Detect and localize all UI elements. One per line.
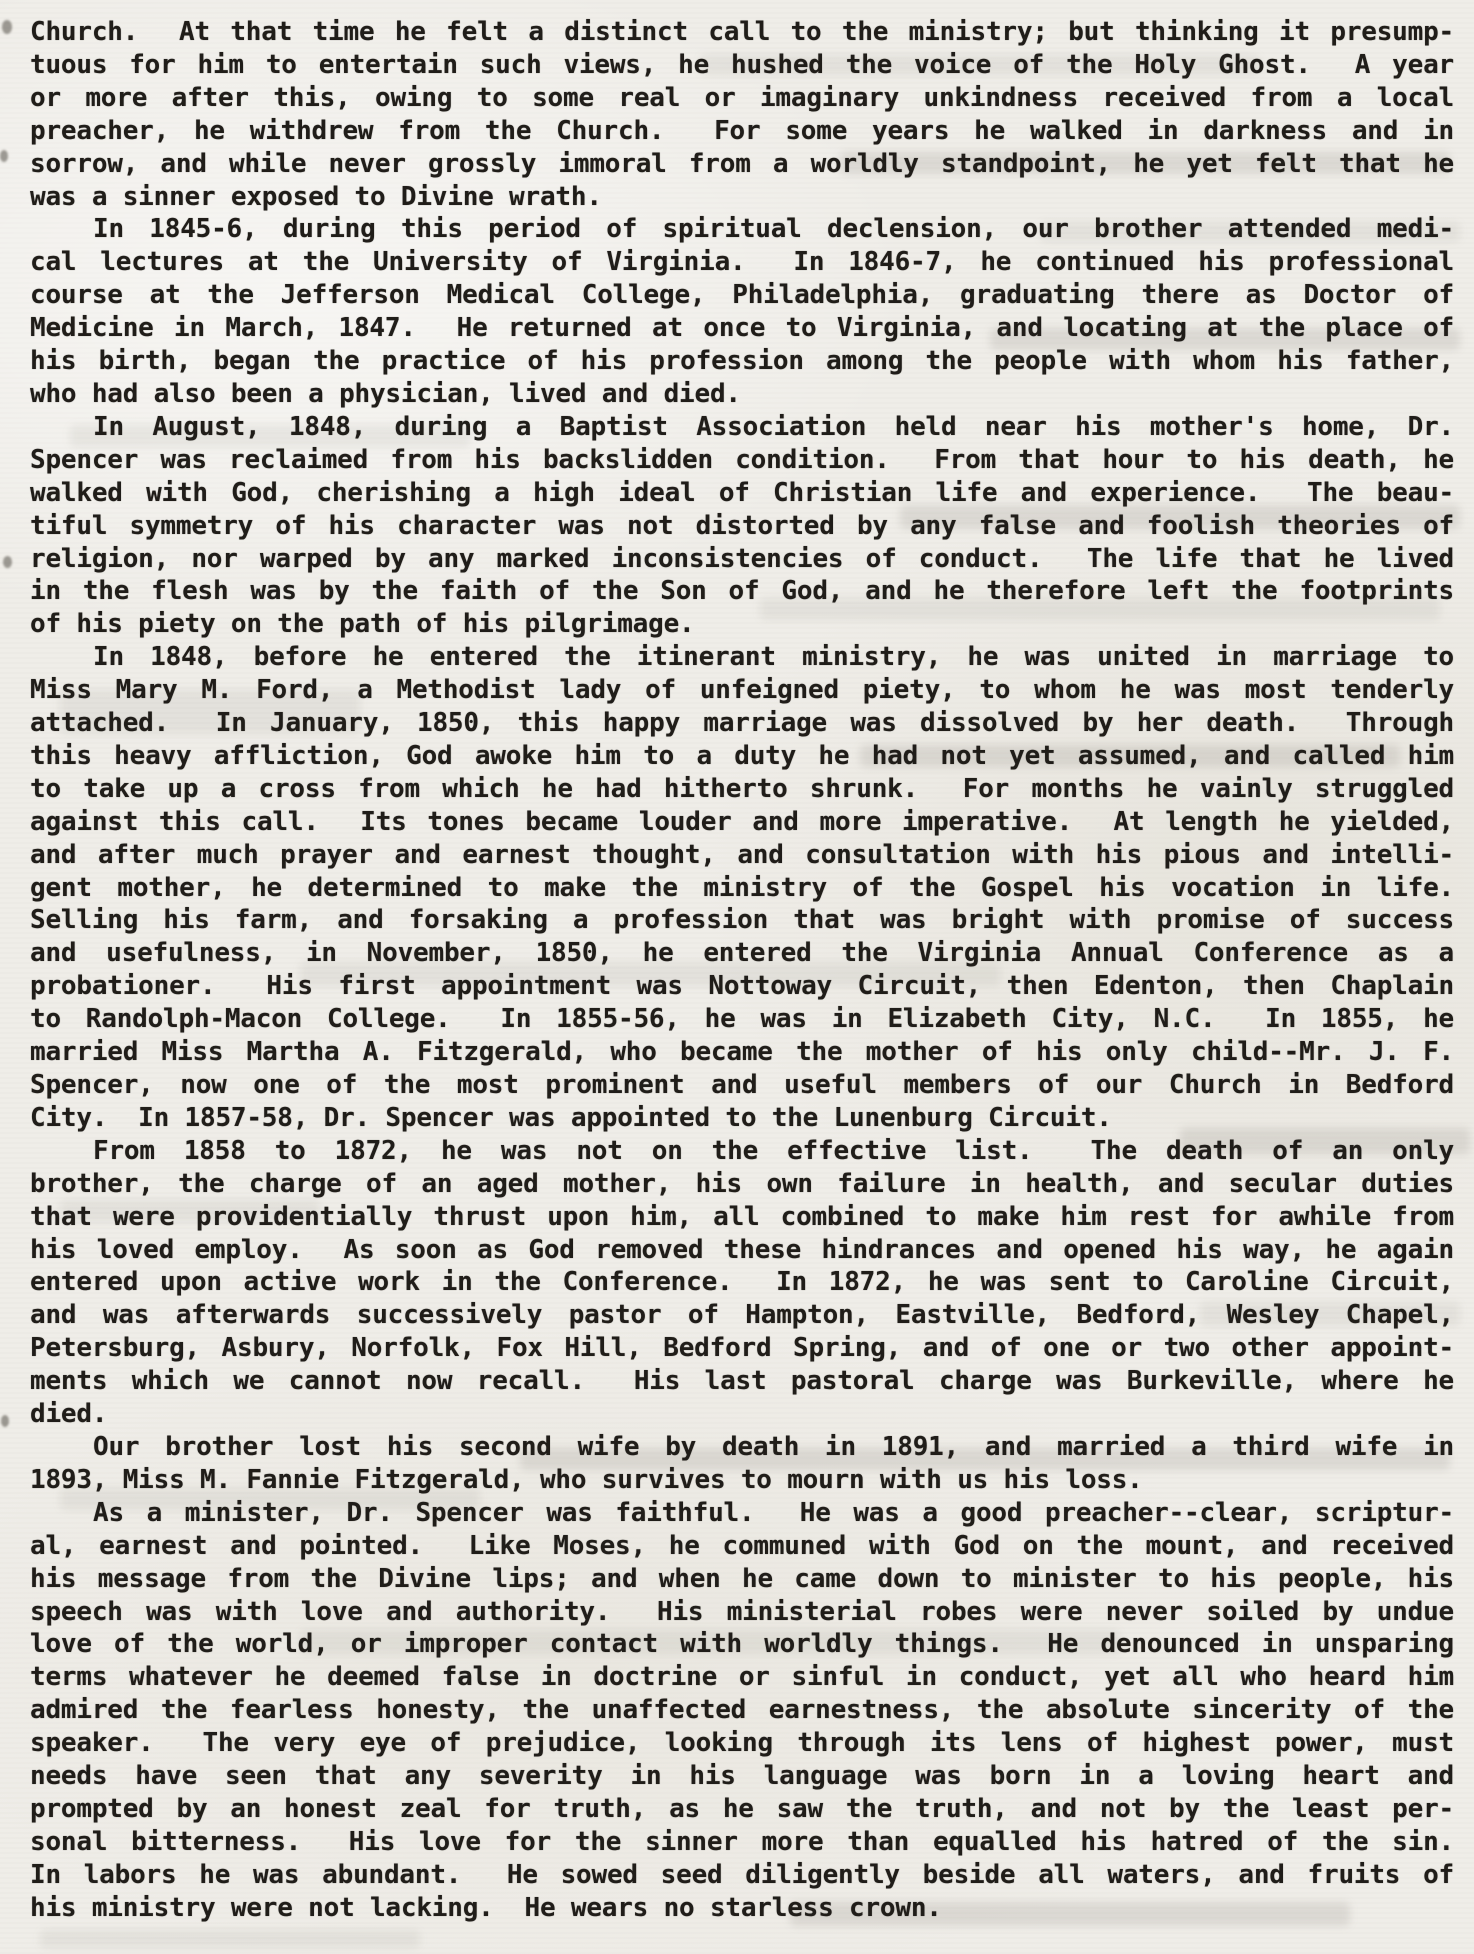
text-line: and usefulness, in November, 1850, he entered the Virginia Annual Conference as a (30, 938, 1454, 969)
text-line: who had also been a physician, lived and died. (30, 378, 741, 409)
text-line: al, earnest and pointed. Like Moses, he communed with God on the mount, and received (30, 1530, 1454, 1561)
text-line: his ministry were not lacking. He wears no starless crown. (30, 1892, 942, 1923)
text-line: From 1858 to 1872, he was not on the effective list. The death of an only (93, 1135, 1454, 1166)
text-line: died. (30, 1399, 108, 1430)
text-line: entered upon active work in the Conference. In 1872, he was sent to Caroline Circuit, (30, 1267, 1454, 1298)
text-line: gent mother, he determined to make the ministry of the Gospel his vocation in life. (30, 872, 1454, 903)
text-line: 1893, Miss M. Fannie Fitzgerald, who survives to mourn with us his loss. (30, 1464, 1143, 1495)
text-line: in the flesh was by the faith of the Son of God, and he therefore left the footprints (30, 576, 1454, 607)
text-line: In 1848, before he entered the itinerant ministry, he was united in marriage to (93, 642, 1454, 673)
text-line: walked with God, cherishing a high ideal of Christian life and experience. The beau- (30, 477, 1454, 508)
text-line: sonal bitterness. His love for the sinner more than equalled his hatred of the sin. (30, 1826, 1454, 1857)
text-line: of his piety on the path of his pilgrimage. (30, 609, 695, 640)
text-line: Petersburg, Asbury, Norfolk, Fox Hill, Bedford Spring, and of one or two other appoint- (30, 1333, 1454, 1364)
text-line: against this call. Its tones became louder and more imperative. At length he yielded, (30, 806, 1454, 837)
text-line: Miss Mary M. Ford, a Methodist lady of unfeigned piety, to whom he was most tenderly (30, 675, 1454, 706)
text-line: love of the world, or improper contact with worldly things. He denounced in unsparing (30, 1629, 1454, 1660)
text-line: tiful symmetry of his character was not distorted by any false and foolish theories of (30, 510, 1454, 541)
text-line: married Miss Martha A. Fitzgerald, who became the mother of his only child--Mr. J. F. (30, 1037, 1454, 1068)
text-line: As a minister, Dr. Spencer was faithful. He was a good preacher--clear, scriptur- (93, 1497, 1454, 1528)
text-line: his birth, began the practice of his profession among the people with whom his father, (30, 346, 1454, 377)
text-line: Spencer, now one of the most prominent and useful members of our Church in Bedford (30, 1070, 1454, 1100)
text-line: and was afterwards successively pastor of Hampton, Eastville, Bedford, Wesley Chapel, (30, 1300, 1454, 1331)
text-line: his loved employ. As soon as God removed these hindrances and opened his way, he again (30, 1234, 1454, 1265)
text-line: In 1845-6, during this period of spiritual declension, our brother attended medi- (93, 214, 1454, 245)
text-line: Spencer was reclaimed from his backslidden condition. From that hour to his death, he (30, 444, 1454, 475)
text-line: Selling his farm, and forsaking a profession that was bright with promise of success (30, 905, 1454, 936)
text-line: Medicine in March, 1847. He returned at once to Virginia, and locating at the place of (30, 313, 1454, 344)
text-line: City. In 1857-58, Dr. Spencer was appointed to the Lunenburg Circuit. (30, 1102, 1112, 1133)
text-line: his message from the Divine lips; and when he came down to minister to his people, his (30, 1563, 1454, 1594)
text-line: In August, 1848, during a Baptist Association held near his mother's home, Dr. (93, 411, 1454, 442)
text-line: prompted by an honest zeal for truth, as he saw the truth, and not by the least per- (30, 1793, 1454, 1824)
text-line: preacher, he withdrew from the Church. For some years he walked in darkness and in (30, 115, 1454, 146)
text-line: Church. At that time he felt a distinct call to the ministry; but thinking it presump- (30, 17, 1454, 47)
text-line: terms whatever he deemed false in doctrine or sinful in conduct, yet all who heard him (30, 1662, 1454, 1693)
text-line: Our brother lost his second wife by death in 1891, and married a third wife in (93, 1431, 1454, 1462)
text-line: and after much prayer and earnest thought, and consultation with his pious and intelli- (30, 839, 1454, 870)
text-line: admired the fearless honesty, the unaffected earnestness, the absolute sincerity of the (30, 1695, 1454, 1726)
text-line: brother, the charge of an aged mother, his own failure in health, and secular duties (30, 1168, 1454, 1199)
text-line: cal lectures at the University of Virginia. In 1846-7, he continued his professional (30, 247, 1454, 278)
text-line: to Randolph-Macon College. In 1855-56, he was in Elizabeth City, N.C. In 1855, he (30, 1004, 1454, 1035)
text-line: to take up a cross from which he had hitherto shrunk. For months he vainly struggled (30, 773, 1454, 804)
text-line: sorrow, and while never grossly immoral from a worldly standpoint, he yet felt that he (30, 148, 1454, 179)
text-line: needs have seen that any severity in his language was born in a loving heart and (30, 1761, 1454, 1792)
text-line: speech was with love and authority. His ministerial robes were never soiled by undue (30, 1596, 1454, 1627)
text-line: attached. In January, 1850, this happy marriage was dissolved by her death. Through (30, 708, 1454, 739)
text-line: In labors he was abundant. He sowed seed diligently beside all waters, and fruits of (30, 1859, 1454, 1890)
text-line: was a sinner exposed to Divine wrath. (30, 181, 602, 212)
text-line: religion, nor warped by any marked inconsistencies of conduct. The life that he lived (30, 543, 1454, 574)
text-line: course at the Jefferson Medical College, Philadelphia, graduating there as Doctor of (30, 280, 1454, 311)
text-line: this heavy affliction, God awoke him to a duty he had not yet assumed, and called him (30, 740, 1454, 771)
text-line: that were providentially thrust upon him, all combined to make him rest for awhile from (30, 1201, 1454, 1232)
page-text (30, 16, 1454, 1925)
text-line: speaker. The very eye of prejudice, looking through its lens of highest power, must (30, 1728, 1454, 1759)
text-line: or more after this, owing to some real or imaginary unkindness received from a local (30, 82, 1454, 113)
text-line: tuous for him to entertain such views, he hushed the voice of the Holy Ghost. A year (30, 49, 1454, 80)
text-line: ments which we cannot now recall. His last pastoral charge was Burkeville, where he (30, 1366, 1454, 1397)
text-line: probationer. His first appointment was Nottoway Circuit, then Edenton, then Chaplain (30, 971, 1454, 1002)
